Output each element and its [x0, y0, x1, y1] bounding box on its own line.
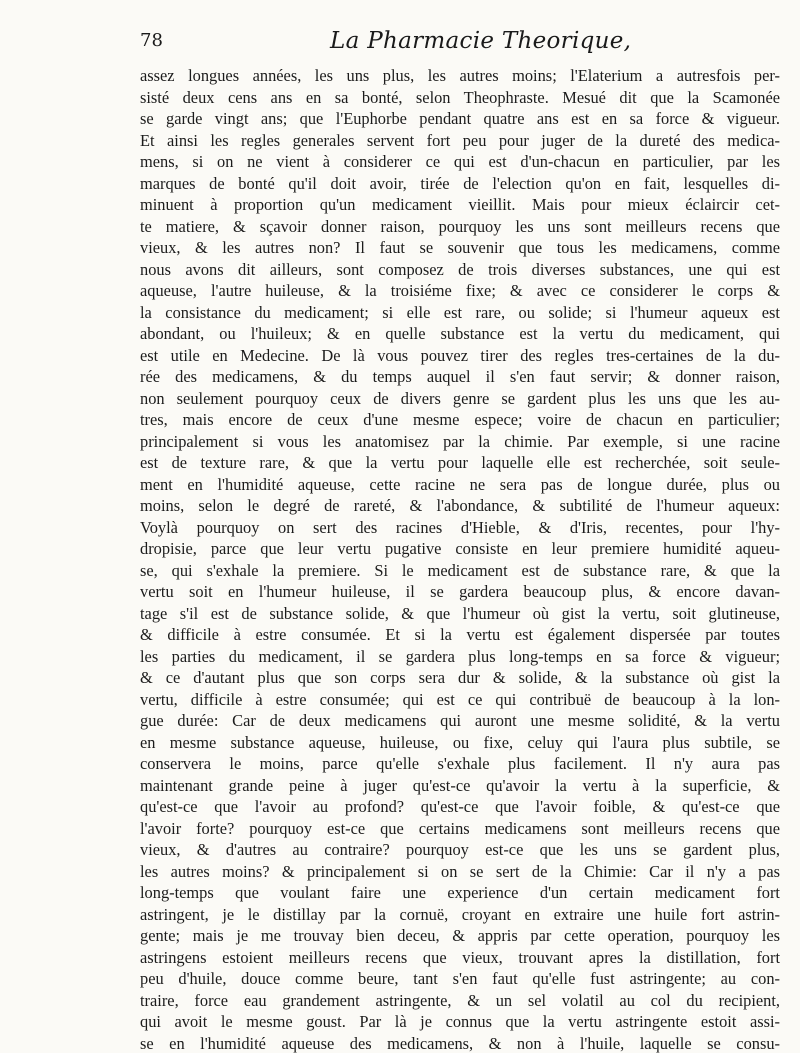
text-line: Et ainsi les regles generales servent fort peu pour juger de la dureté des medica- — [140, 130, 780, 152]
text-line: conservera le moins, parce qu'elle s'exhale plus facilement. Il n'y aura pas — [140, 753, 780, 775]
text-line: vieux, & d'autres au contraire? pourquoy est-ce que les uns se gardent plus, — [140, 839, 780, 861]
text-line: tres, mais encore de ceux d'une mesme espece; voire de chacun en particulier; — [140, 409, 780, 431]
text-line: l'avoir forte? pourquoy est-ce que certains medicamens sont meilleurs recens que — [140, 818, 780, 840]
text-line: vertu, difficile à estre consumée; qui est ce qui contribuë de beaucoup à la lon- — [140, 689, 780, 711]
running-title: La Pharmacie Theorique, — [330, 28, 631, 54]
page-number: 78 — [140, 30, 163, 51]
text-line: dropisie, parce que leur vertu pugative consiste en leur premiere humidité aqueu- — [140, 538, 780, 560]
text-line: non seulement pourquoy ceux de divers genre se gardent plus les uns que les au- — [140, 388, 780, 410]
text-line: abondant, ou l'huileux; & en quelle substance est la vertu du medicament, qui — [140, 323, 780, 345]
text-line: les autres moins? & principalement si on se sert de la Chimie: Car il n'y a pas — [140, 861, 780, 883]
text-line: astringens estoient meilleurs recens que vieux, trouvant apres la distillation, fort — [140, 947, 780, 969]
text-line: vertu soit en l'humeur huileuse, il se gardera beaucoup plus, & encore davan- — [140, 581, 780, 603]
text-line: marques de bonté qu'il doit avoir, tirée de l'election qu'on en fait, lesquelles di- — [140, 173, 780, 195]
text-line: te matiere, & sçavoir donner raison, pourquoy les uns sont meilleurs recens que — [140, 216, 780, 238]
text-line: est de texture rare, & que la vertu pour laquelle elle est recherchée, soit seule- — [140, 452, 780, 474]
text-line: les parties du medicament, il se gardera plus long-temps en sa force & vigueur; — [140, 646, 780, 668]
text-line: maintenant grande peine à juger qu'est-ce qu'avoir la vertu à la superficie, & — [140, 775, 780, 797]
text-line: assez longues années, les uns plus, les autres moins; l'Elaterium a autresfois per- — [140, 65, 780, 87]
text-line: aqueuse, l'autre huileuse, & la troisiéme fixe; & avec ce considerer le corps & — [140, 280, 780, 302]
text-line: astringent, je le distillay par la cornuë, croyant en extraire une huile fort astrin- — [140, 904, 780, 926]
text-line: moins, selon le degré de rareté, & l'abondance, & subtilité de l'humeur aqueux: — [140, 495, 780, 517]
text-line: qui avoit le mesme goust. Par là je connus que la vertu astringente estoit assi- — [140, 1011, 780, 1033]
body-text — [140, 65, 780, 1054]
text-line: qu'est-ce que l'avoir au profond? qu'est-ce que l'avoir foible, & qu'est-ce que — [140, 796, 780, 818]
text-line: sisté deux cens ans en sa bonté, selon Theophraste. Mesué dit que la Scamonée — [140, 87, 780, 109]
text-line: gue durée: Car de deux medicamens qui auront une mesme solidité, & la vertu — [140, 710, 780, 732]
text-line: est utile en Medecine. De là vous pouvez tirer des regles tres-certaines de la du- — [140, 345, 780, 367]
text-line: se garde vingt ans; que l'Euphorbe pendant quatre ans est en sa force & vigueur. — [140, 108, 780, 130]
text-line: rée des medicamens, & du temps auquel il s'en faut servir; & donner raison, — [140, 366, 780, 388]
text-line: principalement si vous les anatomisez par la chimie. Par exemple, si une racine — [140, 431, 780, 453]
text-line: peu d'huile, douce comme beure, tant s'en faut qu'elle fust astringente; au con- — [140, 968, 780, 990]
text-line: mens, si on ne vient à considerer ce qui est d'un-chacun en particulier, par les — [140, 151, 780, 173]
text-line: Voylà pourquoy on sert des racines d'Hieble, & d'Iris, recentes, pour l'hy- — [140, 517, 780, 539]
running-head — [140, 30, 780, 66]
text-line: long-temps que voulant faire une experience d'un certain medicament fort — [140, 882, 780, 904]
text-line: gente; mais je me trouvay bien deceu, & appris par cette operation, pourquoy les — [140, 925, 780, 947]
text-line: nous avons dit ailleurs, sont composez de trois diverses substances, une qui est — [140, 259, 780, 281]
text-line: & ce d'autant plus que son corps sera dur & solide, & la substance où gist la — [140, 667, 780, 689]
text-line: minuent à proportion qu'un medicament vieillit. Mais pour mieux éclaircir cet- — [140, 194, 780, 216]
text-line: en mesme substance aqueuse, huileuse, ou fixe, celuy qui l'aura plus subtile, se — [140, 732, 780, 754]
text-line: se en l'humidité aqueuse des medicamens, & non à l'huile, laquelle se consu- — [140, 1033, 780, 1054]
text-line: la consistance du medicament; si elle est rare, ou solide; si l'humeur aqueux est — [140, 302, 780, 324]
text-line: ment en l'humidité aqueuse, cette racine ne sera pas de longue durée, plus ou — [140, 474, 780, 496]
text-line: tage s'il est de substance solide, & que l'humeur où gist la vertu, soit glutineuse, — [140, 603, 780, 625]
text-line: vieux, & les autres non? Il faut se souvenir que tous les medicamens, comme — [140, 237, 780, 259]
text-line: traire, force eau grandement astringente, & un sel volatil au col du recipient, — [140, 990, 780, 1012]
text-line: se, qui s'exhale la premiere. Si le medicament est de substance rare, & que la — [140, 560, 780, 582]
text-line: & difficile à estre consumée. Et si la vertu est également dispersée par toutes — [140, 624, 780, 646]
